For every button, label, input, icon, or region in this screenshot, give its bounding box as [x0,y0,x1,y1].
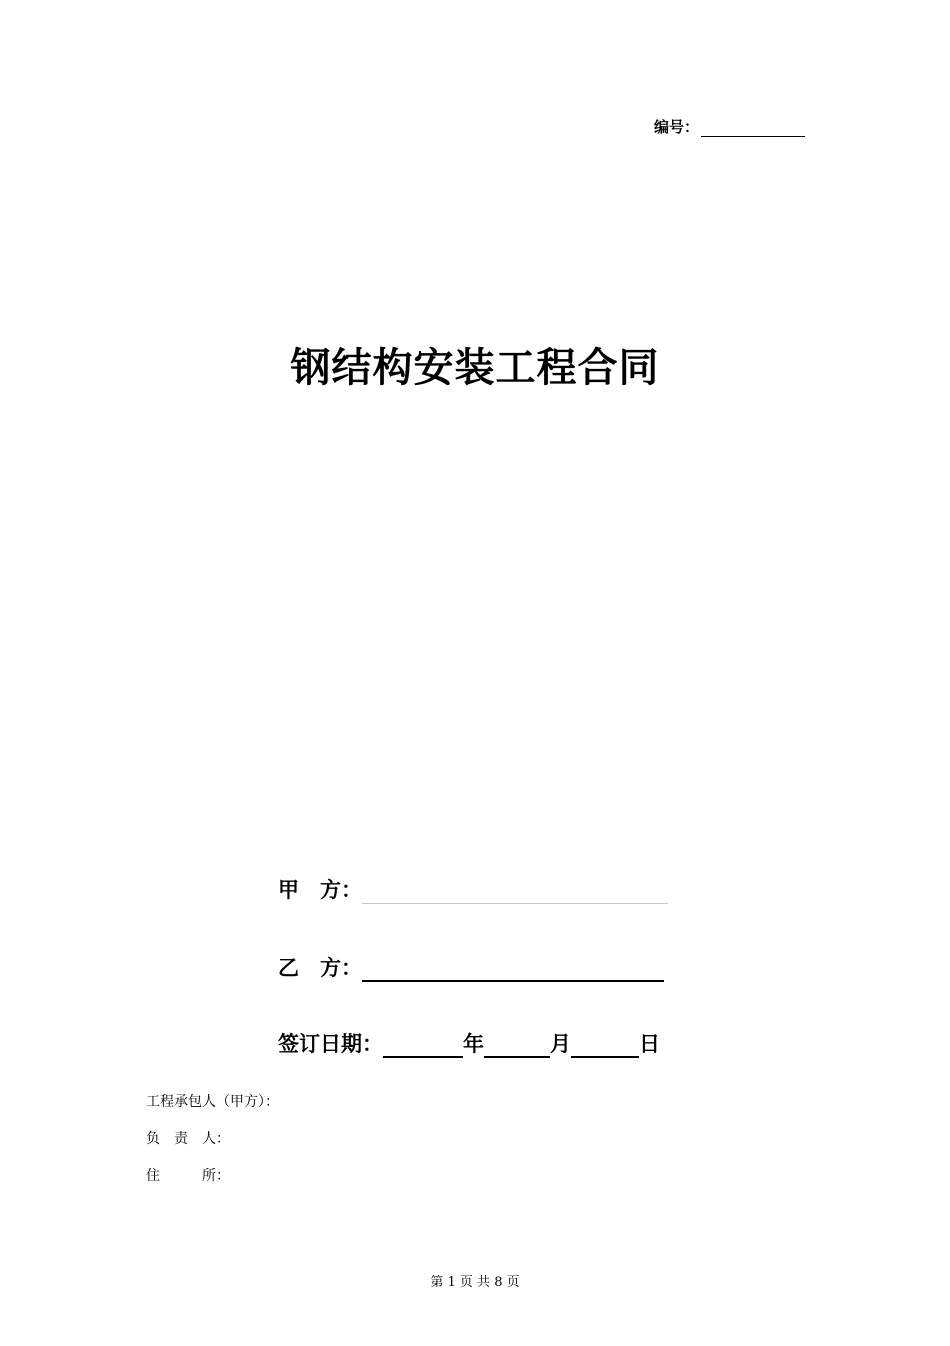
month-label: 月 [550,1032,571,1056]
document-number-blank[interactable] [701,119,805,137]
contractor-label: 工程承包人（甲方）： [146,1094,279,1110]
signing-day-field[interactable] [571,1032,639,1058]
party-a-label: 甲 方： [278,878,362,902]
signing-month-field[interactable] [484,1032,550,1058]
day-label: 日 [639,1032,660,1056]
party-b-field[interactable] [362,956,664,982]
page-title: 钢结构安装工程合同 [290,345,660,391]
person-in-charge-label: 负 责 人： [146,1131,230,1147]
document-number-label: 编号： [654,118,700,136]
page-footer: 第 1 页 共 8 页 [430,1275,520,1290]
signing-date-row [278,1028,660,1058]
year-label: 年 [463,1032,484,1056]
document-number [654,116,805,137]
address-label: 住 所： [146,1168,230,1184]
signing-year-field[interactable] [383,1032,463,1058]
signing-date-label: 签订日期： [278,1032,383,1056]
party-a-row [278,874,668,904]
party-a-field[interactable] [362,879,668,904]
party-b-row [278,952,664,982]
party-b-label: 乙 方： [278,956,362,980]
